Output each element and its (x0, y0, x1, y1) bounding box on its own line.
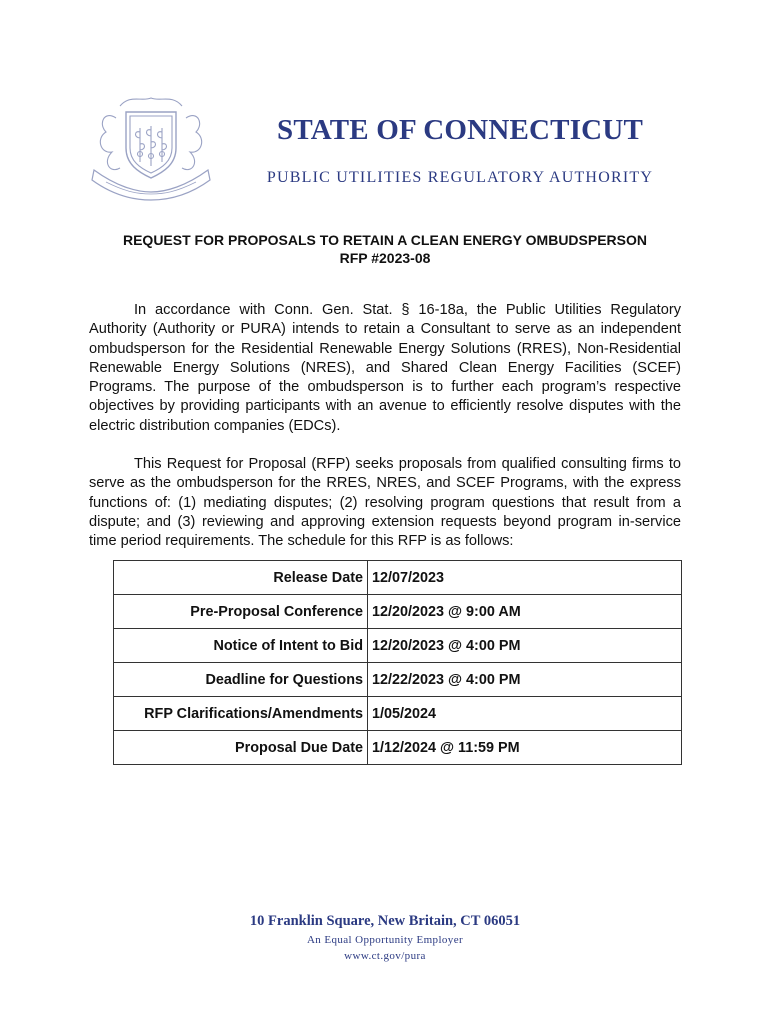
agency-name: PUBLIC UTILITIES REGULATORY AUTHORITY (266, 169, 654, 186)
page-title: STATE OF CONNECTICUT (276, 114, 644, 146)
schedule-value: 12/07/2023 (368, 561, 682, 595)
schedule-value: 12/20/2023 @ 9:00 AM (368, 595, 682, 629)
schedule-label: Release Date (114, 561, 368, 595)
schedule-value: 12/20/2023 @ 4:00 PM (368, 629, 682, 663)
footer-website[interactable]: www.ct.gov/pura (344, 950, 426, 962)
schedule-value: 12/22/2023 @ 4:00 PM (368, 663, 682, 697)
table-row (114, 731, 682, 765)
rfp-paragraph: This Request for Proposal (RFP) seeks proposals from qualified consulting firms to serve as the ombudsperson for the RRES, NRES, and SCEF Programs, with the express functions of: (1) mediating disputes; (2) resolving program questions that result from a dispute; and (3) reviewing and approving extension requests beyond program in-service time period requirements. The schedule for this RFP is as follows: (89, 456, 681, 550)
document-title (60, 231, 710, 267)
table-row (114, 663, 682, 697)
schedule-value: 1/12/2024 @ 11:59 PM (368, 731, 682, 765)
schedule-label: RFP Clarifications/Amendments (114, 697, 368, 731)
schedule-table (113, 560, 682, 765)
schedule-label: Pre-Proposal Conference (114, 595, 368, 629)
table-row (114, 561, 682, 595)
schedule-value: 1/05/2024 (368, 697, 682, 731)
footer-address: 10 Franklin Square, New Britain, CT 06051 (249, 913, 521, 929)
table-row (114, 629, 682, 663)
schedule-label: Notice of Intent to Bid (114, 629, 368, 663)
intro-paragraph: In accordance with Conn. Gen. Stat. § 16-18a, the Public Utilities Regulatory Authority (Authority or PURA) intends to retain a Consultant to serve as an independent ombudsperson for the Residential Renewable Energy Solutions (RRES), Non-Residential Renewable Energy Solutions (NRES), and Shared Clean Energy Facilities (SCEF) Programs. The purpose of the ombudsperson is to further each program’s respective objectives by providing participants with an avenue to efficiently resolve disputes with the electric distribution companies (EDCs). (89, 302, 681, 434)
rfp-number: RFP #2023-08 (339, 250, 431, 266)
footer-equal-opportunity: An Equal Opportunity Employer (306, 934, 464, 946)
table-row (114, 595, 682, 629)
state-seal-icon (86, 88, 216, 203)
schedule-label: Proposal Due Date (114, 731, 368, 765)
table-row (114, 697, 682, 731)
document-title-main: REQUEST FOR PROPOSALS TO RETAIN A CLEAN ENERGY OMBUDSPERSON (122, 232, 647, 248)
schedule-label: Deadline for Questions (114, 663, 368, 697)
